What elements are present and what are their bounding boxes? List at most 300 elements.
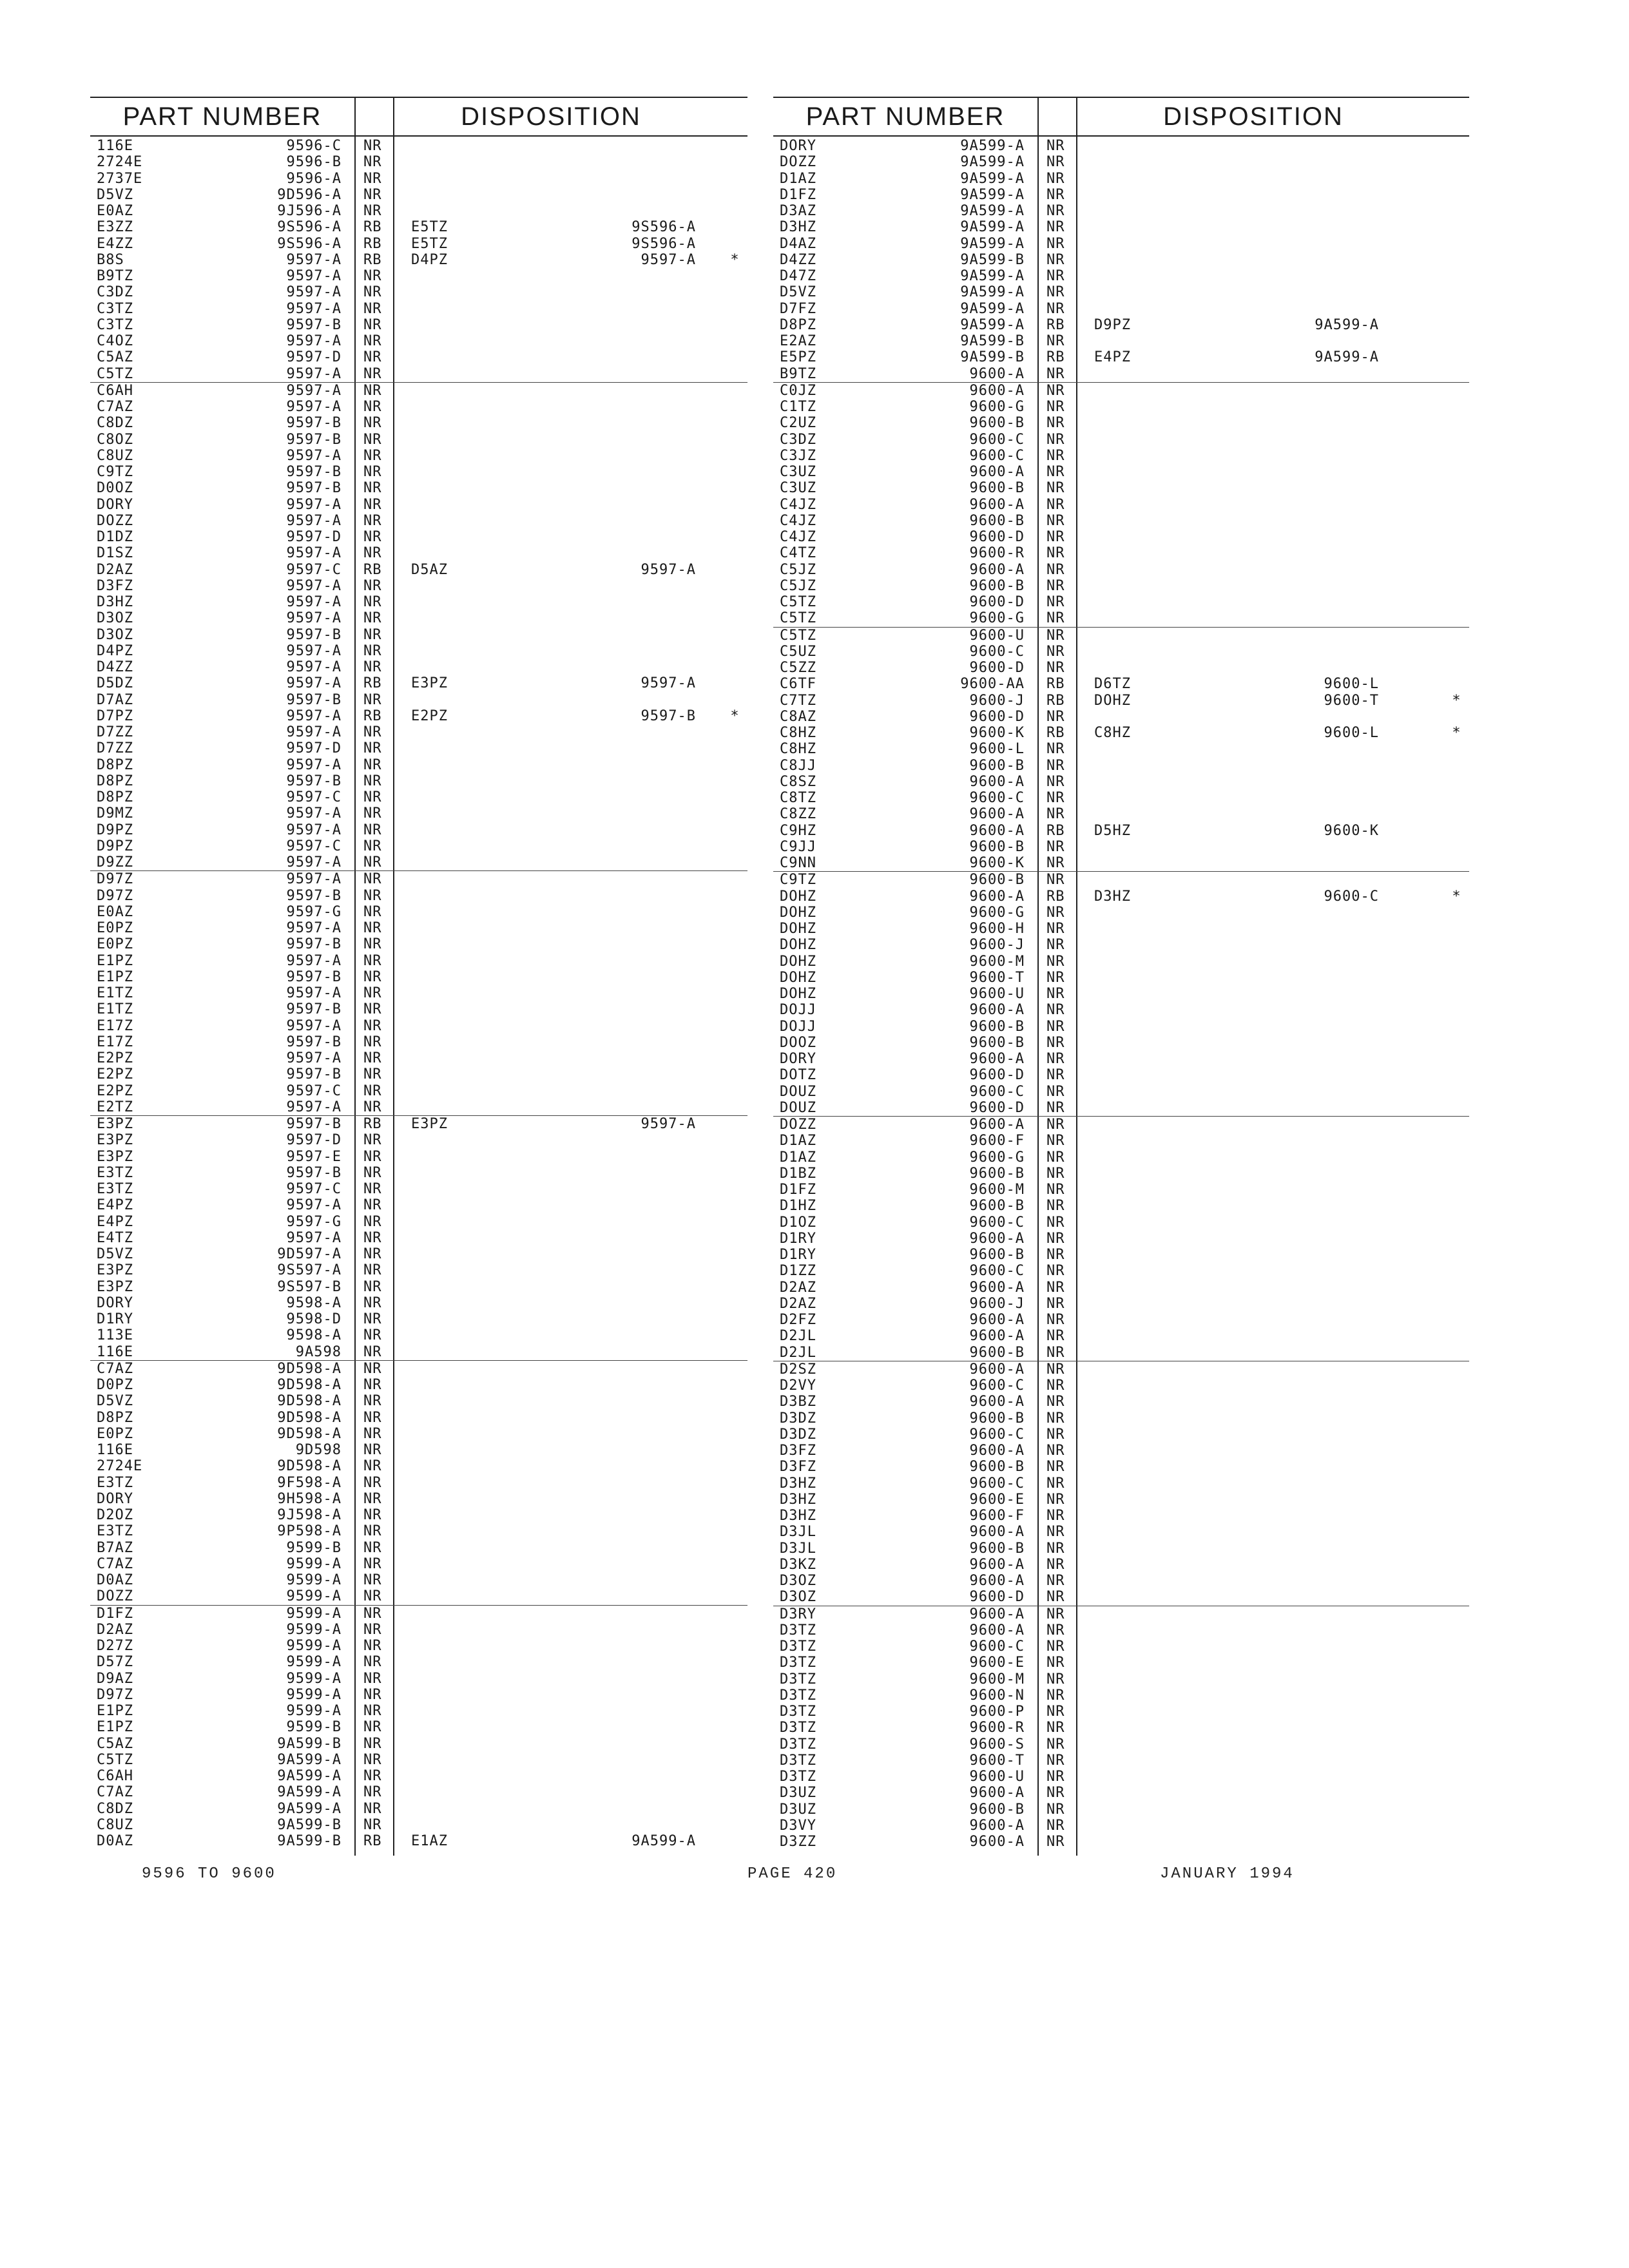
table-row	[773, 236, 1469, 252]
disposition-code: NR	[363, 871, 382, 888]
replacement-part: 9600-C	[1324, 888, 1379, 905]
disposition-code: NR	[1046, 1769, 1065, 1785]
replacement-part: 9600-L	[1324, 676, 1379, 693]
part-number: 9600-C	[969, 447, 1025, 464]
table-row	[773, 839, 1469, 855]
disposition-code: NR	[363, 399, 382, 415]
part-number: 9597-B	[286, 431, 342, 448]
disposition-code: NR	[1046, 545, 1065, 562]
model-code: C9NN	[780, 855, 816, 871]
disposition-code: NR	[363, 1539, 382, 1556]
part-number: 9599-A	[286, 1572, 342, 1588]
model-code: C3UZ	[780, 464, 816, 480]
part-number: 9597-A	[286, 382, 342, 399]
disposition-code: NR	[363, 1262, 382, 1279]
table-row	[773, 1427, 1469, 1443]
model-code: D2JL	[780, 1344, 816, 1361]
model-code: C9TZ	[780, 872, 816, 889]
part-number: 9600-AA	[960, 676, 1025, 693]
part-number: 9599-A	[286, 1555, 342, 1572]
disposition-code: NR	[363, 1197, 382, 1214]
table-row	[90, 1784, 747, 1800]
part-number: 9A599-B	[960, 251, 1025, 268]
table-row	[90, 187, 747, 203]
table-row	[773, 676, 1469, 692]
model-code: 2724E	[97, 154, 143, 171]
table-row	[773, 301, 1469, 317]
table-row	[773, 1084, 1469, 1100]
part-number: 9597-B	[286, 480, 342, 497]
disposition-code: NR	[363, 1654, 382, 1671]
disposition-code: NR	[363, 887, 382, 904]
part-number: 9600-C	[969, 1639, 1025, 1655]
part-number: 9600-A	[969, 1279, 1025, 1296]
part-number: 9600-A	[969, 1361, 1025, 1378]
disposition-code: NR	[363, 920, 382, 936]
part-number: 9A599-A	[277, 1784, 342, 1801]
model-code: DOHZ	[780, 904, 816, 921]
part-number: 9600-A	[969, 1328, 1025, 1345]
table-row	[90, 871, 747, 887]
part-number: 9597-B	[286, 1001, 342, 1018]
part-number: 9600-G	[969, 904, 1025, 921]
disposition-code: NR	[1046, 365, 1065, 382]
disposition-code: NR	[363, 773, 382, 789]
model-code: B9TZ	[97, 268, 133, 284]
footer-page: PAGE 420	[747, 1865, 838, 1883]
table-row	[773, 1100, 1469, 1117]
disposition-code: NR	[1046, 447, 1065, 464]
disposition-code: NR	[363, 1343, 382, 1360]
disposition-code: NR	[363, 365, 382, 382]
part-number: 9600-B	[969, 872, 1025, 889]
model-code: C4JZ	[780, 496, 816, 513]
model-code: D3KZ	[780, 1556, 816, 1573]
model-code: D1RY	[780, 1247, 816, 1263]
part-number: 9597-C	[286, 789, 342, 805]
table-row	[773, 790, 1469, 806]
model-code: D2AZ	[780, 1295, 816, 1312]
disposition-code: NR	[1046, 1051, 1065, 1067]
model-code: C8SZ	[780, 773, 816, 790]
part-number: 9600-J	[969, 937, 1025, 954]
part-number: 9597-A	[286, 871, 342, 888]
part-number: 9S596-A	[277, 219, 342, 236]
model-code: C4JZ	[780, 529, 816, 545]
part-number: 9600-A	[969, 1117, 1025, 1133]
part-number: 9600-R	[969, 545, 1025, 562]
disposition-code: NR	[363, 529, 382, 545]
disposition-code: NR	[363, 1425, 382, 1442]
model-code: C8JJ	[780, 757, 816, 774]
disposition-code: NR	[1046, 1230, 1065, 1247]
model-code: D2FZ	[780, 1312, 816, 1328]
table-row	[90, 138, 747, 154]
disposition-code: NR	[363, 1181, 382, 1197]
table-row	[90, 154, 747, 170]
part-number: 9600-C	[969, 1263, 1025, 1280]
right-rows	[773, 138, 1469, 1850]
table-row	[773, 1296, 1469, 1312]
model-code: D3OZ	[780, 1573, 816, 1589]
table-row	[90, 1050, 747, 1066]
disposition-code: NR	[363, 1229, 382, 1246]
disposition-code: NR	[1046, 741, 1065, 758]
disposition-code: NR	[1046, 333, 1065, 349]
disposition-code: NR	[1046, 872, 1065, 889]
part-number: 9600-C	[969, 790, 1025, 806]
model-code: D8PZ	[97, 1409, 133, 1426]
part-number: 9597-A	[286, 756, 342, 773]
disposition-code: NR	[363, 1735, 382, 1752]
table-row	[90, 1181, 747, 1197]
table-row	[773, 1149, 1469, 1166]
part-number: 9600-A	[969, 496, 1025, 513]
table-row	[90, 740, 747, 756]
disposition-code: NR	[363, 1800, 382, 1817]
model-code: D1BZ	[780, 1165, 816, 1182]
table-row	[773, 1378, 1469, 1394]
part-number: 9600-H	[969, 921, 1025, 937]
disposition-code: NR	[1046, 300, 1065, 317]
part-number: 9D598-A	[277, 1409, 342, 1426]
table-row	[773, 628, 1469, 644]
model-code: DOZZ	[780, 1117, 816, 1133]
table-row	[90, 1018, 747, 1034]
table-row	[90, 1817, 747, 1833]
table-row	[90, 854, 747, 871]
disposition-code: NR	[1046, 1133, 1065, 1149]
model-code: D3UZ	[780, 1785, 816, 1802]
replacement-model: DOHZ	[1094, 692, 1131, 709]
model-code: D4ZZ	[97, 659, 133, 675]
table-row	[90, 1099, 747, 1116]
model-code: B8S	[97, 251, 124, 268]
disposition-code: NR	[1046, 1785, 1065, 1802]
part-number: 9A599-A	[960, 203, 1025, 219]
model-code: D1HZ	[780, 1198, 816, 1215]
model-code: B7AZ	[97, 1539, 133, 1556]
model-code: DOHZ	[780, 953, 816, 970]
model-code: D3HZ	[97, 594, 133, 610]
model-code: E0AZ	[97, 903, 133, 920]
disposition-code: NR	[1046, 284, 1065, 301]
model-code: C6AH	[97, 382, 133, 399]
table-row	[773, 317, 1469, 333]
part-number: 9597-A	[286, 985, 342, 1001]
table-row	[773, 1720, 1469, 1736]
part-number: 9600-A	[969, 1312, 1025, 1328]
disposition-code: NR	[363, 1278, 382, 1295]
part-number: 9597-A	[286, 594, 342, 610]
part-number: 9600-B	[969, 480, 1025, 497]
disposition-code: NR	[1046, 154, 1065, 171]
model-code: D3TZ	[780, 1720, 816, 1736]
disposition-code: NR	[363, 1099, 382, 1115]
part-number: 9597-A	[286, 447, 342, 464]
table-row	[773, 1166, 1469, 1182]
disposition-code: RB	[1046, 888, 1065, 905]
disposition-code: NR	[1046, 464, 1065, 480]
table-row	[90, 627, 747, 643]
table-row	[773, 284, 1469, 300]
table-row	[90, 513, 747, 529]
table-row	[773, 1687, 1469, 1704]
model-code: D5DZ	[97, 675, 133, 692]
footer-range: 9596 TO 9600	[142, 1865, 276, 1883]
table-row	[773, 970, 1469, 986]
disposition-code: NR	[1046, 1704, 1065, 1720]
disposition-code: NR	[1046, 1361, 1065, 1378]
disposition-code: NR	[363, 1377, 382, 1393]
part-number: 9597-A	[286, 268, 342, 284]
part-number: 9600-A	[969, 1051, 1025, 1067]
disposition-code: NR	[363, 838, 382, 854]
disposition-code: NR	[363, 968, 382, 985]
model-code: DOHZ	[780, 888, 816, 905]
disposition-code: NR	[363, 1621, 382, 1638]
disposition-code: NR	[363, 545, 382, 562]
disposition-code: NR	[363, 464, 382, 480]
model-code: E3TZ	[97, 1523, 133, 1540]
table-row	[90, 464, 747, 480]
table-row	[90, 969, 747, 985]
part-number: 9597-A	[286, 300, 342, 317]
table-row	[90, 252, 747, 268]
model-code: D9AZ	[97, 1670, 133, 1687]
model-code: D1DZ	[97, 529, 133, 545]
table-row	[90, 1034, 747, 1050]
disposition-code: NR	[1046, 1589, 1065, 1606]
model-code: E17Z	[97, 1033, 133, 1050]
part-number: 9597-A	[286, 1229, 342, 1246]
model-code: D5VZ	[97, 1246, 133, 1262]
disposition-code: NR	[363, 1213, 382, 1230]
part-number: 9600-J	[969, 692, 1025, 709]
disposition-code: NR	[1046, 1556, 1065, 1573]
table-row	[773, 1736, 1469, 1753]
model-code: C8DZ	[97, 1800, 133, 1817]
model-code: E5PZ	[780, 349, 816, 366]
model-code: D7PZ	[97, 707, 133, 724]
model-code: C2UZ	[780, 415, 816, 432]
model-code: 116E	[97, 1442, 133, 1458]
part-number: 9597-D	[286, 1132, 342, 1149]
part-number: 9600-A	[969, 773, 1025, 790]
table-row	[90, 708, 747, 724]
disposition-code: NR	[1046, 529, 1065, 545]
part-number: 9600-S	[969, 1736, 1025, 1753]
model-code: C3JZ	[780, 447, 816, 464]
model-code: C8AZ	[780, 708, 816, 725]
disposition-code: NR	[1046, 806, 1065, 823]
part-number: 9A599-A	[960, 170, 1025, 187]
table-row	[90, 757, 747, 773]
disposition-code: NR	[1046, 1752, 1065, 1769]
part-number: 9597-A	[286, 707, 342, 724]
table-row	[773, 399, 1469, 415]
table-row	[773, 1280, 1469, 1296]
part-number: 9599-A	[286, 1638, 342, 1654]
replacement-part: 9597-A	[641, 675, 696, 692]
model-code: D8PZ	[97, 789, 133, 805]
disposition-code: NR	[1046, 1328, 1065, 1345]
model-code: C5TZ	[780, 627, 816, 644]
replacement-model: D6TZ	[1094, 676, 1131, 693]
disposition-code: NR	[1046, 1639, 1065, 1655]
part-number: 9599-A	[286, 1703, 342, 1719]
table-row	[773, 1769, 1469, 1785]
model-code: C3TZ	[97, 316, 133, 333]
model-code: D8PZ	[97, 773, 133, 789]
part-number: 9A599-A	[277, 1768, 342, 1784]
disposition-code: NR	[1046, 1426, 1065, 1443]
model-code: D3FZ	[780, 1443, 816, 1459]
table-row	[773, 725, 1469, 741]
part-number: 9597-D	[286, 349, 342, 366]
table-row	[90, 448, 747, 464]
model-code: E1PZ	[97, 1719, 133, 1736]
part-number: 9600-M	[969, 1671, 1025, 1687]
model-code: D9ZZ	[97, 854, 133, 870]
disposition-code: NR	[363, 805, 382, 822]
part-number: 9597-A	[286, 365, 342, 382]
model-code: D0PZ	[97, 1377, 133, 1393]
part-number: 9597-D	[286, 529, 342, 545]
model-code: C5TZ	[97, 365, 133, 382]
part-number: 9600-C	[969, 1475, 1025, 1492]
table-row	[773, 610, 1469, 627]
disposition-code: NR	[1046, 969, 1065, 986]
disposition-code: NR	[1046, 186, 1065, 203]
part-number: 9597-B	[286, 626, 342, 643]
table-row	[90, 415, 747, 431]
replacement-model: E1AZ	[411, 1833, 448, 1849]
part-number: 9600-A	[969, 1002, 1025, 1019]
part-number: 9D598-A	[277, 1360, 342, 1377]
table-row	[773, 774, 1469, 790]
table-row	[773, 545, 1469, 561]
disposition-code: NR	[1046, 577, 1065, 594]
model-code: D3HZ	[780, 1508, 816, 1524]
disposition-code: NR	[363, 1638, 382, 1654]
disposition-code: NR	[363, 691, 382, 708]
replacement-model: D3HZ	[1094, 888, 1131, 905]
model-code: D2AZ	[97, 1621, 133, 1638]
table-row	[773, 1655, 1469, 1671]
model-code: D3UZ	[780, 1801, 816, 1818]
part-number: 9599-A	[286, 1621, 342, 1638]
table-row	[773, 1019, 1469, 1035]
table-row	[90, 545, 747, 561]
part-number: 9597-B	[286, 415, 342, 432]
model-code: C4JZ	[780, 512, 816, 529]
table-row	[90, 1491, 747, 1507]
disposition-code: NR	[363, 382, 382, 399]
left-parts-table	[90, 97, 747, 1856]
disposition-code: NR	[1046, 627, 1065, 644]
disposition-code: NR	[1046, 838, 1065, 855]
table-row	[773, 513, 1469, 529]
table-row	[773, 954, 1469, 970]
disposition-code: NR	[363, 1458, 382, 1475]
table-row	[90, 1279, 747, 1295]
table-row	[90, 594, 747, 610]
disposition-code: NR	[363, 1393, 382, 1410]
disposition-code: NR	[363, 480, 382, 497]
replacement-model: E3PZ	[411, 1116, 448, 1132]
table-row	[773, 1198, 1469, 1214]
table-row	[773, 921, 1469, 937]
table-row	[90, 1083, 747, 1099]
disposition-code: NR	[363, 1751, 382, 1768]
part-number: 9597-A	[286, 642, 342, 659]
replacement-part: 9S596-A	[631, 219, 696, 236]
note-mark: *	[1452, 725, 1461, 741]
table-row	[90, 1165, 747, 1181]
table-row	[773, 415, 1469, 431]
disposition-code: NR	[363, 789, 382, 805]
model-code: E3ZZ	[97, 219, 133, 236]
disposition-code: NR	[363, 1686, 382, 1703]
part-number: 9A599-B	[960, 349, 1025, 366]
table-row	[773, 1410, 1469, 1427]
part-number: 9A599-A	[277, 1751, 342, 1768]
model-code: DOHZ	[780, 969, 816, 986]
part-number: 9598-A	[286, 1294, 342, 1311]
part-number: 9600-K	[969, 725, 1025, 741]
part-number: 9A599-B	[277, 1833, 342, 1849]
model-code: E3TZ	[97, 1181, 133, 1197]
replacement-part: 9597-B	[641, 707, 696, 724]
part-number: 9A598	[295, 1343, 342, 1360]
part-number: 9S596-A	[277, 235, 342, 252]
disposition-code: RB	[363, 707, 382, 724]
part-number: 9598-A	[286, 1327, 342, 1344]
part-number: 9597-A	[286, 659, 342, 675]
model-code: C8HZ	[780, 741, 816, 758]
part-number: 9597-D	[286, 740, 342, 757]
model-code: C9HZ	[780, 822, 816, 839]
disposition-code: NR	[363, 854, 382, 870]
right-parts-table	[773, 97, 1469, 1856]
part-number: 9600-R	[969, 1720, 1025, 1736]
model-code: D1AZ	[780, 1133, 816, 1149]
model-code: C5UZ	[780, 643, 816, 660]
part-number: 9600-A	[969, 561, 1025, 578]
disposition-code: NR	[363, 1360, 382, 1377]
table-row	[90, 1295, 747, 1311]
disposition-code: NR	[363, 1082, 382, 1099]
disposition-code: RB	[363, 1116, 382, 1132]
disposition-code: NR	[363, 1490, 382, 1507]
table-row	[773, 464, 1469, 480]
disposition-code: RB	[1046, 725, 1065, 741]
disposition-code: NR	[363, 626, 382, 643]
part-number: 9600-B	[969, 838, 1025, 855]
table-row	[773, 480, 1469, 496]
part-number: 9600-B	[969, 512, 1025, 529]
disposition-code: NR	[363, 186, 382, 203]
model-code: E3PZ	[97, 1278, 133, 1295]
model-code: D4AZ	[780, 235, 816, 252]
disposition-code: NR	[1046, 1099, 1065, 1116]
model-code: DORY	[97, 1490, 133, 1507]
part-number: 9600-C	[969, 1378, 1025, 1394]
disposition-code: NR	[363, 1703, 382, 1719]
model-code: D2JL	[780, 1328, 816, 1345]
table-row	[773, 1492, 1469, 1508]
